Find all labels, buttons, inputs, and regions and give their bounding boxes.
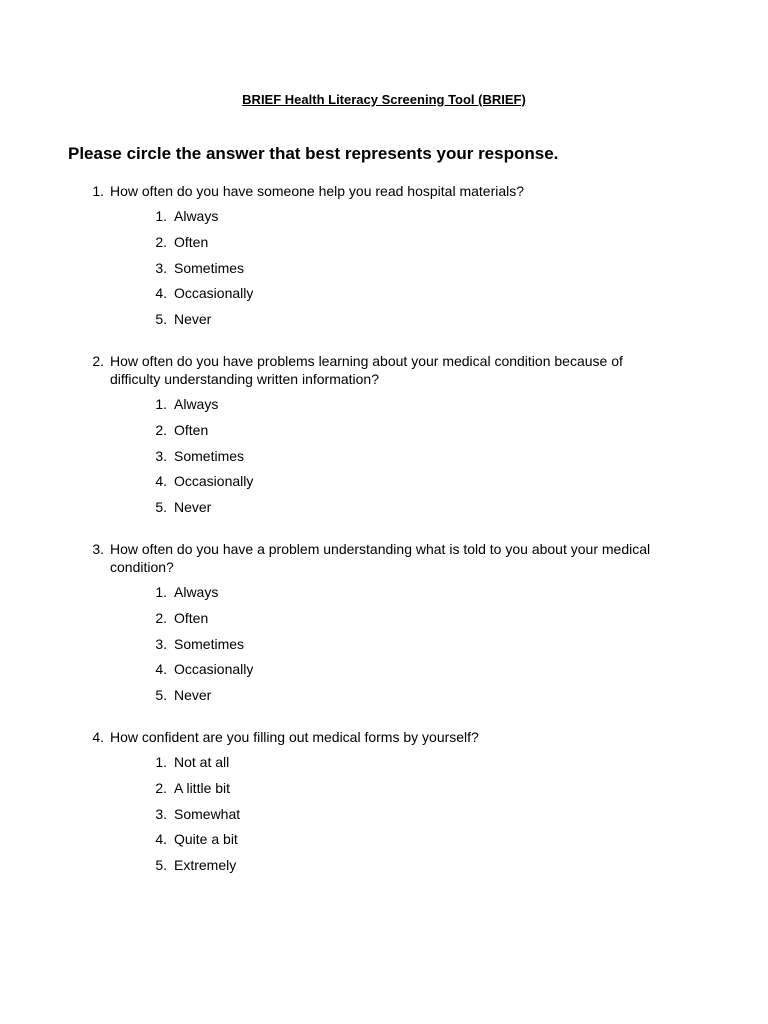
question-number: 3. bbox=[92, 540, 104, 557]
option-label: Sometimes bbox=[174, 447, 245, 464]
option-number: 5. bbox=[155, 687, 167, 704]
answer-option[interactable] bbox=[0, 779, 768, 805]
option-label: Never bbox=[174, 499, 212, 516]
option-label: Never bbox=[174, 311, 212, 328]
answer-option[interactable] bbox=[0, 660, 768, 686]
answer-option[interactable] bbox=[0, 447, 768, 473]
question-1 bbox=[0, 182, 768, 336]
option-label: Often bbox=[174, 609, 209, 626]
answer-option[interactable] bbox=[0, 421, 768, 447]
answer-option[interactable] bbox=[0, 753, 768, 779]
option-number: 4. bbox=[155, 661, 167, 678]
answer-option[interactable] bbox=[0, 259, 768, 285]
option-number: 3. bbox=[155, 259, 167, 276]
option-label: Always bbox=[174, 583, 219, 600]
option-number: 4. bbox=[155, 831, 167, 848]
answer-option[interactable] bbox=[0, 609, 768, 635]
answer-option[interactable] bbox=[0, 395, 768, 421]
option-number: 3. bbox=[155, 805, 167, 822]
option-label: Not at all bbox=[174, 753, 230, 770]
option-label: A little bit bbox=[174, 779, 231, 796]
answer-option[interactable] bbox=[0, 830, 768, 856]
option-label: Somewhat bbox=[174, 805, 241, 822]
option-label: Quite a bit bbox=[174, 831, 238, 848]
option-number: 5. bbox=[155, 499, 167, 516]
answer-options bbox=[0, 395, 768, 524]
answer-options bbox=[0, 583, 768, 712]
option-number: 2. bbox=[155, 421, 167, 438]
answer-options bbox=[0, 207, 768, 336]
question-text: How often do you have problems learning about your medical condition because of difficulty understanding written information? bbox=[110, 352, 623, 387]
option-label: Sometimes bbox=[174, 259, 245, 276]
question-3 bbox=[0, 540, 768, 712]
option-number: 3. bbox=[155, 447, 167, 464]
answer-option[interactable] bbox=[0, 686, 768, 712]
answer-option[interactable] bbox=[0, 856, 768, 882]
option-label: Always bbox=[174, 395, 219, 412]
option-number: 5. bbox=[155, 311, 167, 328]
instruction-text: Please circle the answer that best represents your response. bbox=[68, 144, 559, 163]
answer-option[interactable] bbox=[0, 284, 768, 310]
option-label: Occasionally bbox=[174, 473, 254, 490]
option-number: 1. bbox=[155, 583, 167, 600]
option-label: Never bbox=[174, 687, 212, 704]
option-number: 4. bbox=[155, 285, 167, 302]
answer-option[interactable] bbox=[0, 635, 768, 661]
answer-option[interactable] bbox=[0, 498, 768, 524]
option-label: Sometimes bbox=[174, 635, 245, 652]
answer-option[interactable] bbox=[0, 310, 768, 336]
question-number: 1. bbox=[92, 183, 104, 199]
option-number: 2. bbox=[155, 779, 167, 796]
option-label: Extremely bbox=[174, 857, 237, 874]
option-number: 1. bbox=[155, 208, 167, 224]
option-label: Occasionally bbox=[174, 661, 254, 678]
option-label: Often bbox=[174, 233, 209, 250]
option-label: Occasionally bbox=[174, 285, 254, 302]
option-label: Always bbox=[174, 208, 219, 224]
option-number: 2. bbox=[155, 609, 167, 626]
question-number: 4. bbox=[92, 728, 104, 745]
question-number: 2. bbox=[92, 352, 104, 369]
question-list bbox=[0, 182, 768, 898]
answer-option[interactable] bbox=[0, 583, 768, 609]
question-text: How often do you have a problem understanding what is told to you about your medical condition? bbox=[110, 540, 651, 575]
document-title: BRIEF Health Literacy Screening Tool (BRIEF) bbox=[242, 92, 526, 107]
answer-option[interactable] bbox=[0, 207, 768, 233]
option-label: Often bbox=[174, 421, 209, 438]
question-4 bbox=[0, 728, 768, 882]
option-number: 1. bbox=[155, 753, 167, 770]
option-number: 5. bbox=[155, 857, 167, 874]
option-number: 1. bbox=[155, 395, 167, 412]
answer-option[interactable] bbox=[0, 805, 768, 831]
answer-options bbox=[0, 753, 768, 882]
option-number: 4. bbox=[155, 473, 167, 490]
question-text: How confident are you filling out medical forms by yourself? bbox=[110, 728, 479, 745]
answer-option[interactable] bbox=[0, 472, 768, 498]
question-text: How often do you have someone help you read hospital materials? bbox=[110, 183, 525, 199]
question-2 bbox=[0, 352, 768, 524]
answer-option[interactable] bbox=[0, 233, 768, 259]
option-number: 3. bbox=[155, 635, 167, 652]
option-number: 2. bbox=[155, 233, 167, 250]
